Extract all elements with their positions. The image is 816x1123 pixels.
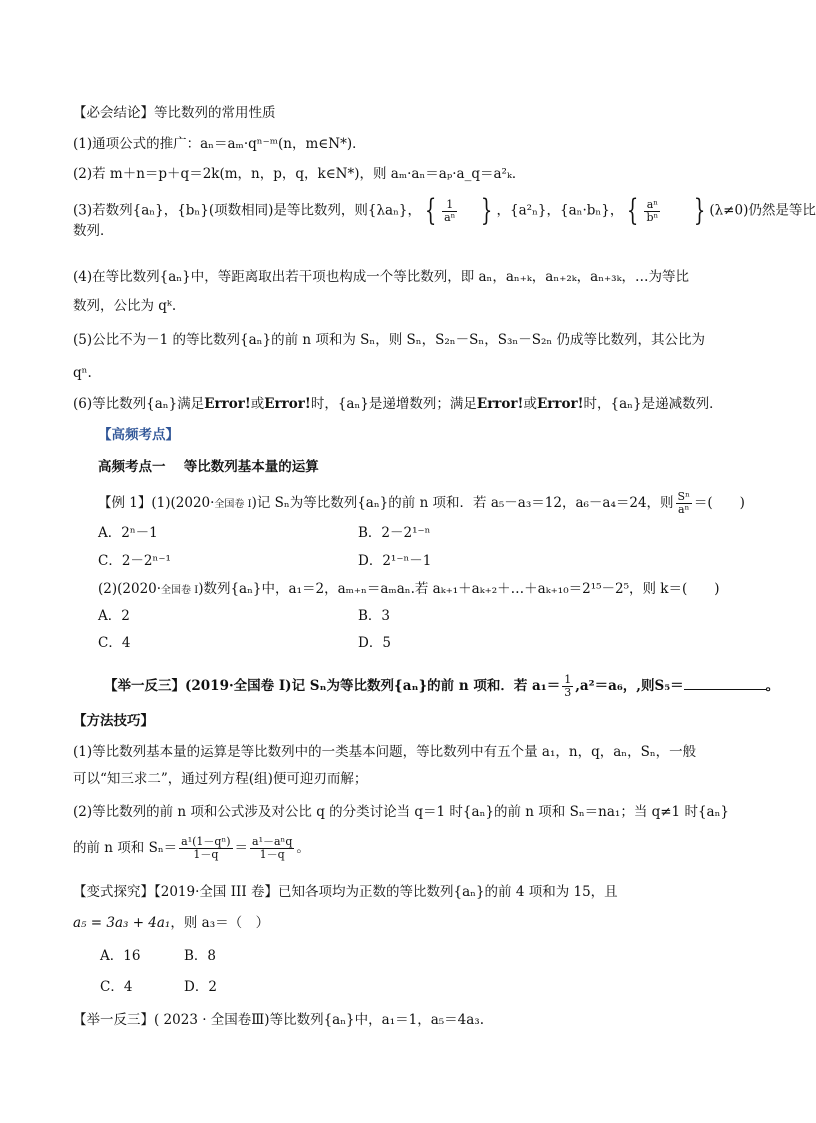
conclusion-4: (4)在等比数列{aₙ}中，等距离取出若干项也构成一个等比数列，即 aₙ，aₙ₊ₖ，aₙ₊₂ₖ，aₙ₊₃ₖ，…为等比 [73,269,690,285]
error-placeholder-3: Error! [476,396,524,412]
example-1-question-2: (2)(2020·全国卷 I)数列{aₙ}中，a₁＝2，aₘ₊ₙ＝aₘaₙ.若 aₖ₊₁＋aₖ₊₂＋…＋aₖ₊₁₀＝2¹⁵－2⁵，则 k＝( ) [98,581,720,597]
example-1-question-1: 【例 1】(1)(2020·全国卷 I)记 Sₙ为等比数列{aₙ}的前 n 项和．若 a₅－a₃＝12，a₆－a₄＝24，则 $\frac{\text{Sⁿ}}{\text{aⁿ}}$ ＝( ) [98,490,745,516]
conclusion-3-continued: 数列． [73,223,114,239]
conclusion-3-text-a: (3)若数列{aₙ}，{bₙ}(项数相同)是等比数列，则{λaₙ}， [73,202,422,219]
conclusion-5: (5)公比不为－1 的等比数列{aₙ}的前 n 项和为 Sₙ，则 Sₙ，S₂ₙ－Sₙ，S₃ₙ－S₂ₙ 仍成等比数列，其公比为 [73,332,705,348]
variant-question: 【变式探究】【2019·全国 III 卷】已知各项均为正数的等比数列{aₙ}的前 4 项和为 15，且 [73,884,618,900]
option-a[interactable]: A．2ⁿ－1 [98,525,158,541]
method-2-continued: 的前 n 项和 Sₙ＝ $\frac{\text{a¹(1－qⁿ)}}{1-q}$ ＝ $\frac{\text{a¹－aⁿq}}{1-q}$ 。 [73,835,310,861]
variant-formula: a₅ = 3a₃ + 4a₁ [73,915,171,931]
method-2: (2)等比数列的前 n 项和公式涉及对公比 q 的分类讨论当 q＝1 时{aₙ}的前 n 项和 Sₙ＝na₁；当 q≠1 时{aₙ} [73,804,730,820]
source-tag: 全国卷 I [214,499,252,510]
conclusion-5-continued: qⁿ. [73,365,92,381]
methods-heading: 【方法技巧】 [73,713,154,729]
variant-option-a[interactable]: A．16 [100,948,141,964]
conclusion-1: (1)通项公式的推广：aₙ＝aₘ·qⁿ⁻ᵐ(n，m∈N*)． [73,136,366,152]
variant-question-formula: a₅ = 3a₃ + 4a₁，则 a₃＝（ ） [73,915,270,931]
left-brace-symbol-2: { [627,193,639,228]
option-c[interactable]: C．2－2ⁿ⁻¹ [98,553,171,569]
conclusion-2: (2)若 m＋n＝p＋q＝2k(m，n，p，q，k∈N*)，则 aₘ·aₙ＝aₚ·a_q＝a²ₖ． [73,166,526,182]
variant-option-b[interactable]: B．8 [184,948,217,964]
error-placeholder-1: Error! [204,396,251,412]
right-brace-symbol: } [481,193,493,228]
fraction-an-over-bn: $\frac{\text{aⁿ}}{\text{bⁿ}}$ [646,197,659,224]
conclusions-heading: 【必会结论】等比数列的常用性质 [73,105,276,121]
source-tag-2: 全国卷 I [161,585,199,596]
error-placeholder-4: Error! [536,396,584,412]
practice-1: 【举一反三】(2019·全国卷 I)记 Sₙ为等比数列{aₙ}的前 n 项和．若 a₁＝ $\frac{1}{3}$ ,a²＝a₆，,则S₅＝ 。 [104,673,780,699]
variant-option-d[interactable]: D．2 [184,979,217,995]
option-c-2[interactable]: C．4 [98,635,131,651]
high-freq-topic: 高频考点一 等比数列基本量的运算 [98,459,319,475]
conclusion-4-continued: 数列，公比为 qᵏ. [73,298,177,314]
sum-formula-fraction-2: $\frac{\text{a¹－aⁿq}}{1-q}$ [252,835,293,861]
conclusion-3 [73,193,816,228]
method-1-continued: 可以“知三求二”，通过列方程(组)便可迎刃而解； [73,771,368,787]
high-freq-heading: 【高频考点】 [98,427,179,443]
practice-2: 【举一反三】( 2023 · 全国卷Ⅲ)等比数列{aₙ}中，a₁＝1，a₅＝4a₃. [73,1012,484,1028]
left-brace-symbol: { [424,193,437,228]
fraction-sn-over-an: $\frac{\text{Sⁿ}}{\text{aⁿ}}$ [677,490,690,516]
method-1: (1)等比数列基本量的运算是等比数列中的一类基本问题，等比数列中有五个量 a₁，n，q，aₙ，Sₙ，一般 [73,744,697,760]
conclusion-6: (6)等比数列{aₙ}满足Error!或Error!时，{aₙ}是递增数列；满足Error!或Error!时，{aₙ}是递减数列． [73,396,723,412]
option-b-2[interactable]: B．3 [358,608,391,624]
option-d[interactable]: D．2¹⁻ⁿ－1 [358,553,432,569]
conclusion-3-text-b: ，{a²ₙ}，{aₙ·bₙ}， [496,202,624,219]
sum-formula-fraction-1: $\frac{\text{a¹(1－qⁿ)}}{1-q}$ [181,835,231,861]
fraction-1-over-an: $\frac{1}{\text{aⁿ}}$ [444,197,456,224]
answer-blank[interactable] [684,677,766,690]
fraction-one-third: $\frac{1}{3}$ [564,673,572,699]
option-a-2[interactable]: A．2 [98,608,130,624]
conclusion-3-text-c: (λ≠0)仍然是等比 [709,202,816,219]
variant-option-c[interactable]: C．4 [100,979,133,995]
option-d-2[interactable]: D．5 [358,635,391,651]
error-placeholder-2: Error! [264,396,311,412]
right-brace-symbol-2: } [694,193,706,228]
option-b[interactable]: B．2－2¹⁻ⁿ [358,525,431,541]
